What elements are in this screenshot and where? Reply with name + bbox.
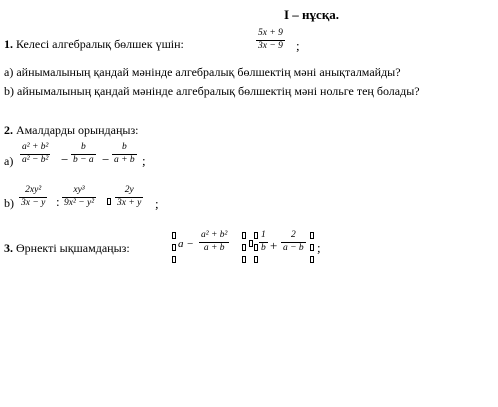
- task2-a-f2-denominator: b − a: [73, 154, 94, 165]
- missing-operator-glyph-icon: [249, 240, 253, 247]
- task1-fraction: [256, 29, 285, 51]
- variant-title: I – нұсқа.: [284, 7, 340, 22]
- task3-fraction-1: [199, 231, 229, 253]
- task2-a-fraction-1: [20, 143, 50, 165]
- task3-f1-numerator: a² + b²: [201, 230, 228, 240]
- task2-b-f2-numerator: xy³: [73, 185, 85, 195]
- task2-number: 2.: [4, 123, 13, 137]
- missing-bracket-glyph-icon: [310, 244, 314, 251]
- task2-b-fraction-1: [19, 186, 47, 208]
- task2-a-f1-numerator: a² + b²: [22, 142, 49, 152]
- task2-b-label: b): [4, 196, 14, 210]
- task2-a-op1: −: [61, 152, 69, 167]
- task3-fraction-3: [281, 231, 306, 253]
- task2-a-f3-denominator: a + b: [114, 154, 135, 165]
- task2-a-op2: −: [102, 152, 110, 167]
- missing-bracket-glyph-icon: [172, 232, 176, 239]
- task3-plus-operator: +: [270, 238, 278, 253]
- task1-text: Келесі алгебралық бөлшек үшін:: [16, 37, 184, 51]
- task3-f3-denominator: a − b: [283, 242, 304, 253]
- task2-b-semicolon: ;: [155, 196, 159, 211]
- task2-a-fraction-2: [71, 143, 96, 165]
- task3-semicolon: ;: [317, 240, 321, 255]
- task3-text: Өрнекті ықшамдаңыз:: [16, 241, 130, 255]
- missing-bracket-glyph-icon: [254, 256, 258, 263]
- task2-statement: [4, 123, 139, 138]
- missing-bracket-glyph-icon: [242, 244, 246, 251]
- task3-f1-denominator: a + b: [203, 242, 225, 253]
- missing-bracket-glyph-icon: [242, 232, 246, 239]
- task2-b-f3-numerator: 2y: [124, 185, 134, 195]
- task2-a-f3-numerator: b: [121, 142, 127, 152]
- task1-number: 1.: [4, 37, 13, 51]
- task2-a-semicolon: ;: [142, 153, 146, 168]
- task1-semicolon: ;: [296, 38, 300, 53]
- task2-b-fraction-3: [115, 186, 143, 208]
- task2-text: Амалдарды орындаңыз:: [16, 123, 139, 137]
- task3-statement: [4, 241, 130, 256]
- task2-a-f1-denominator: a² − b²: [22, 154, 49, 165]
- task1-part-a: а) айнымалының қандай мәнінде алгебралық бөлшектің мәні анықталмайды?: [4, 65, 401, 79]
- task2-b-f1-denominator: 3x − y: [21, 197, 46, 208]
- task2-b-fraction-2: [62, 186, 96, 208]
- task2-a-label: а): [4, 154, 14, 168]
- task3-f2-numerator: 1: [261, 230, 266, 240]
- task2-a-f2-numerator: b: [80, 142, 86, 152]
- task1-part-b: b) айнымалының қандай мәнінде алгебралық бөлшектің мәні нольге тең болады?: [4, 84, 420, 98]
- task1-statement: [4, 37, 184, 52]
- missing-bracket-glyph-icon: [242, 256, 246, 263]
- task3-f3-numerator: 2: [290, 230, 296, 240]
- task3-fraction-2: [259, 231, 268, 253]
- task2-b-op1: :: [56, 194, 60, 209]
- task2-b-f2-denominator: 9x² − y²: [64, 197, 95, 208]
- task1-fraction-numerator: 5x + 9: [258, 28, 283, 38]
- task3-lead-term: a −: [178, 238, 194, 250]
- missing-bracket-glyph-icon: [310, 256, 314, 263]
- missing-bracket-glyph-icon: [310, 232, 314, 239]
- missing-operator-glyph-icon: [107, 198, 111, 205]
- task2-b-f1-numerator: 2xy²: [25, 185, 42, 195]
- task2-b-f3-denominator: 3x + y: [117, 197, 142, 208]
- missing-bracket-glyph-icon: [172, 256, 176, 263]
- task3-number: 3.: [4, 241, 13, 255]
- missing-bracket-glyph-icon: [172, 244, 176, 251]
- missing-bracket-glyph-icon: [254, 244, 258, 251]
- missing-bracket-glyph-icon: [254, 232, 258, 239]
- task1-fraction-denominator: 3x − 9: [258, 40, 283, 51]
- task2-a-fraction-3: [112, 143, 137, 165]
- task3-f2-denominator: b: [261, 242, 266, 253]
